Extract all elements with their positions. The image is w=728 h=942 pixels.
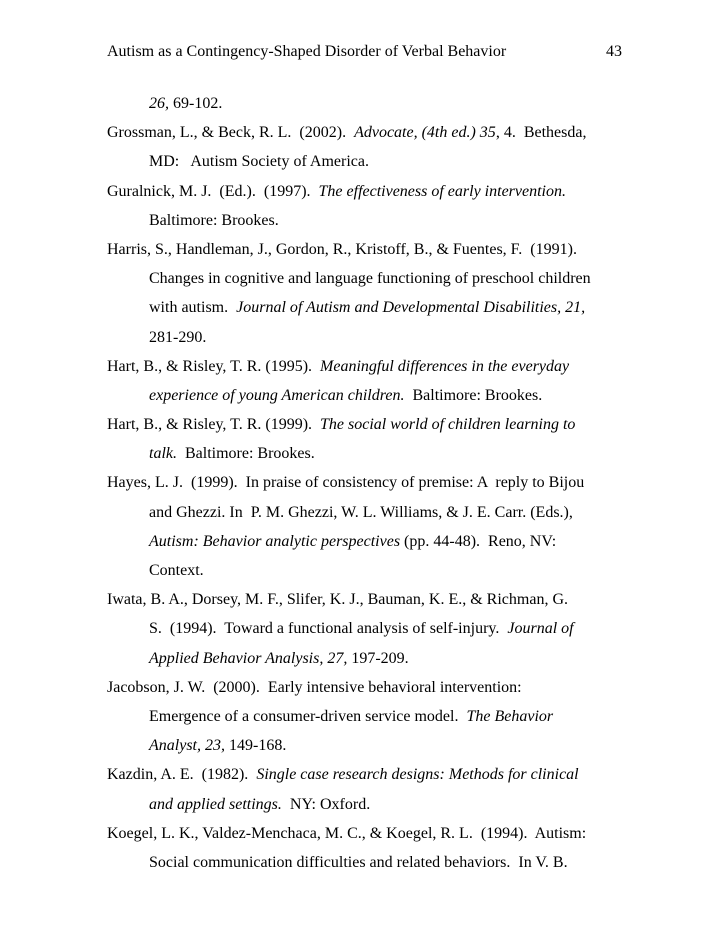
- reference-line: [107, 206, 607, 235]
- text-segment: Koegel, L. K., Valdez-Menchaca, M. C., & Koegel, R. L. (1994). Autism:: [107, 824, 587, 842]
- text-segment: 149-168.: [225, 737, 287, 755]
- text-segment: S. (1994). Toward a functional analysis of self-injury.: [149, 620, 508, 638]
- text-segment: with autism.: [149, 299, 237, 317]
- italic-segment: Journal of Autism and Developmental Disabilities, 21,: [236, 299, 586, 317]
- italic-segment: Journal of: [507, 620, 574, 638]
- italic-segment: and applied settings.: [149, 795, 282, 813]
- reference-line: [107, 235, 607, 264]
- text-segment: Hayes, L. J. (1999). In praise of consistency of premise: A reply to Bijou: [107, 474, 585, 492]
- italic-segment: The Behavior: [466, 707, 554, 725]
- reference-line: [107, 673, 607, 702]
- reference-line: [107, 848, 607, 877]
- text-segment: Emergence of a consumer-driven service model.: [149, 707, 467, 725]
- reference-line: [107, 468, 607, 497]
- reference-line: [107, 147, 607, 176]
- reference-line: [107, 352, 607, 381]
- text-segment: Jacobson, J. W. (2000). Early intensive behavioral intervention:: [107, 678, 522, 696]
- reference-line: [107, 498, 607, 527]
- reference-line: [107, 527, 607, 556]
- text-segment: Guralnick, M. J. (Ed.). (1997).: [107, 182, 319, 200]
- text-segment: , 4. Bethesda,: [495, 124, 587, 142]
- reference-line: [107, 177, 607, 206]
- text-segment: Context.: [149, 562, 204, 579]
- reference-line: [107, 264, 607, 293]
- reference-line: [107, 614, 607, 643]
- reference-line: [107, 585, 607, 614]
- text-segment: Changes in cognitive and language functioning of preschool children: [149, 270, 591, 288]
- italic-segment: Single case research designs: Methods for clinical: [256, 766, 579, 784]
- text-segment: Kazdin, A. E. (1982).: [107, 766, 257, 784]
- text-segment: 197-209.: [347, 649, 409, 667]
- text-segment: Baltimore: Brookes.: [177, 445, 315, 463]
- reference-line: [107, 381, 607, 410]
- reference-line: [107, 702, 607, 731]
- text-segment: and Ghezzi. In P. M. Ghezzi, W. L. Williams, & J. E. Carr. (Eds.),: [149, 503, 573, 521]
- reference-list: [107, 89, 607, 877]
- running-head-title: Autism as a Contingency-Shaped Disorder of Verbal Behavior: [107, 43, 507, 60]
- italic-segment: Autism: Behavior analytic perspectives: [149, 532, 401, 550]
- reference-line: [107, 731, 607, 760]
- text-segment: Baltimore: Brookes.: [149, 211, 279, 229]
- italic-segment: experience of young American children.: [149, 386, 405, 404]
- text-segment: Hart, B., & Risley, T. R. (1995).: [107, 357, 321, 375]
- text-segment: MD: Autism Society of America.: [149, 153, 369, 171]
- reference-line: [107, 760, 607, 789]
- page-number: 43: [606, 43, 622, 60]
- reference-line: [107, 819, 607, 848]
- text-segment: Harris, S., Handleman, J., Gordon, R., Kristoff, B., & Fuentes, F. (1991).: [107, 240, 577, 258]
- italic-segment: Meaningful differences in the everyday: [320, 357, 570, 375]
- reference-line: [107, 293, 607, 322]
- text-segment: Baltimore: Brookes.: [404, 386, 543, 404]
- reference-line: [107, 323, 607, 352]
- text-segment: NY: Oxford.: [281, 795, 371, 813]
- reference-line: [107, 89, 607, 118]
- text-segment: Social communication difficulties and related behaviors. In V. B.: [149, 853, 568, 871]
- text-segment: 69-102.: [169, 95, 223, 112]
- text-segment: Hart, B., & Risley, T. R. (1999).: [107, 416, 321, 434]
- text-segment: 281-290.: [149, 328, 207, 346]
- reference-line: [107, 556, 607, 585]
- text-segment: Grossman, L., & Beck, R. L. (2002).: [107, 124, 355, 142]
- italic-segment: Analyst, 23,: [149, 737, 225, 755]
- text-segment: Iwata, B. A., Dorsey, M. F., Slifer, K. J., Bauman, K. E., & Richman, G.: [107, 591, 568, 609]
- reference-line: [107, 790, 607, 819]
- running-head: [107, 41, 622, 63]
- italic-segment: 26,: [149, 95, 169, 112]
- italic-segment: Applied Behavior Analysis, 27,: [149, 649, 348, 667]
- reference-line: [107, 410, 607, 439]
- reference-line: [107, 644, 607, 673]
- reference-line: [107, 439, 607, 468]
- italic-segment: Advocate, (4th ed.) 35: [354, 124, 496, 142]
- italic-segment: The social world of children learning to: [320, 416, 576, 434]
- reference-line: [107, 118, 607, 147]
- italic-segment: The effectiveness of early intervention.: [318, 182, 566, 200]
- text-segment: (pp. 44-48). Reno, NV:: [400, 532, 557, 550]
- italic-segment: talk.: [149, 445, 177, 463]
